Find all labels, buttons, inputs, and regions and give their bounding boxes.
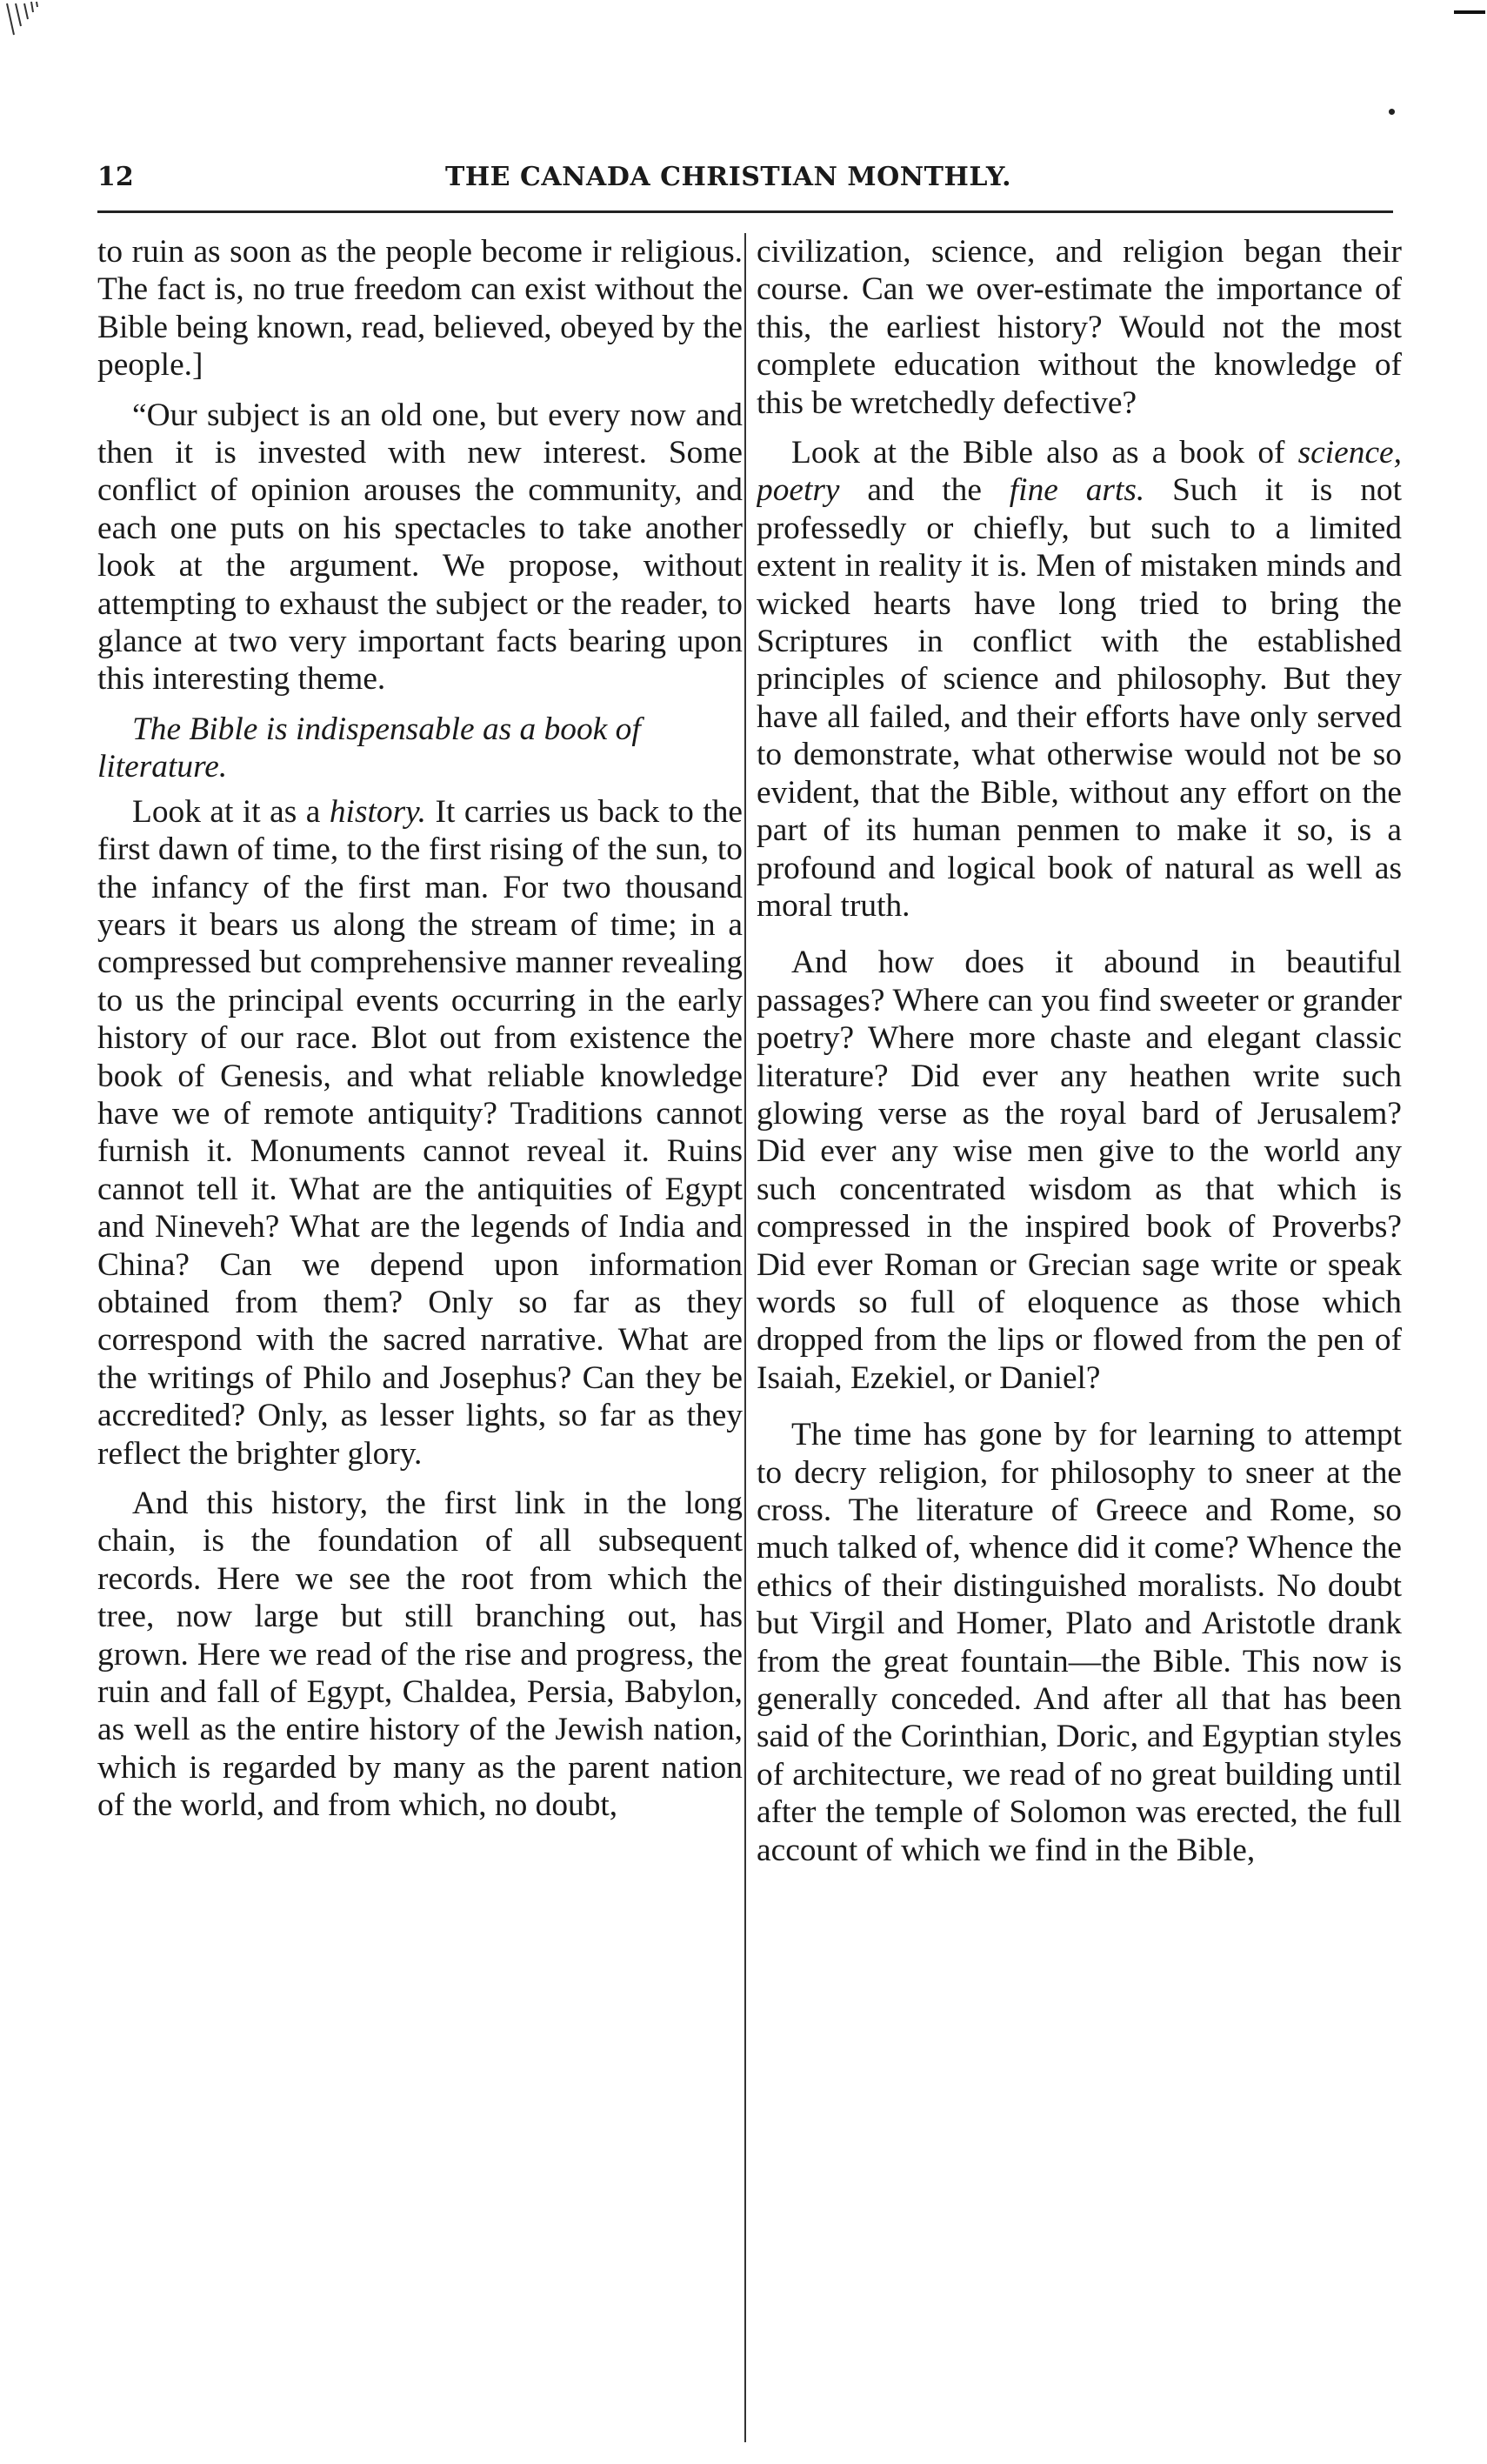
paragraph: And this history, the first link in the long chain, is the foundation of all subsequent records. Here we see the root from which the tree, now large but still branching out, has grown. Here we read of the rise and progress, the ruin and fall of Egypt, Chaldea, Persia, Babylon, as well as the entire history of the Jewish nation, which is regarded by many as the parent nation of the world, and from which, no doubt, (97, 1486, 743, 1824)
italic-run: history. (329, 793, 427, 830)
italic-run: science, poetry (757, 435, 1402, 509)
text-run: Such it is not professedly or chiefly, but such to a limited extent in reality it is. Men of mistaken minds and wicked hearts have long tried to bring the Scriptures in conflict with the established principles of science and philosophy. But they have all failed, and their efforts have only served to demonstrate, what otherwise would not be so evident, that the Bible, without any effort on the part of its human penmen to make it so, is a profound and logical book of natural as well as moral truth. (757, 472, 1402, 924)
text-run: Look at it as a (132, 793, 330, 830)
text-run: It carries us back to the first dawn of time, to the first rising of the sun, to the infancy of the first man. For two thousand years it bears us along the stream of time; in a compressed but comprehensive manner revealing to us the principal events occurring in the early history of our race. Blot out from existence the book of Genesis, and what reliable knowledge have we of remote antiquity? Traditions cannot furnish it. Monuments cannot reveal it. Ruins cannot tell it. What are the antiquities of Egypt and Nineveh? What are the legends of India and China? Can we depend upon information obtained from them? Only so far as they correspond with the sacred narrative. What are the writings of Philo and Josephus? Can they be accredited? Only, as lesser lights, so far as they reflect the brighter glory. (97, 793, 743, 1472)
header-rule (97, 210, 1393, 213)
paragraph: civilization, science, and religion began their course. Can we over-estimate the importance of this, the earliest history? Would not the most complete education without the knowledge of this be wretchedly defective? (757, 234, 1402, 421)
section-heading: The Bible is indispensable as a book of literature. (97, 711, 641, 785)
paragraph: The time has gone by for learning to attempt to decry religion, for philosophy to sneer at the cross. The literature of Greece and Rome, so much talked of, whence did it come? Whence the ethics of their distinguished moralists. No doubt but Virgil and Homer, Plato and Aristotle drank from the great fountain—the Bible. This now is generally conceded. And after all that has been said of the Corinthian, Doric, and Egyptian styles of architecture, we read of no great building until after the temple of Solomon was erected, the full account of which we find in the Bible, (757, 1417, 1402, 1868)
paragraph (757, 434, 1402, 925)
edge-mark (1454, 10, 1485, 14)
corner-scratch-mark (2, 0, 54, 52)
edge-dot (1389, 109, 1395, 115)
italic-run: fine arts. (1009, 472, 1145, 509)
paragraph: “Our subject is an old one, but every now and then it is invested with new interest. Some conflict of opinion arouses the community, and each one puts on his spectacles to take another look at the argument. We propose, without attempting to exhaust the subject or the reader, to glance at two very important facts bearing upon this interesting theme. (97, 397, 743, 698)
text-run: and the (839, 472, 1010, 509)
right-column (757, 233, 1402, 2442)
running-title: THE CANADA CHRISTIAN MONTHLY. (445, 162, 1012, 192)
paragraph (97, 793, 743, 1472)
page-header (97, 162, 1393, 202)
paragraph: to ruin as soon as the people become ir religious. The fact is, no true freedom can exist without the Bible being known, read, believed, obeyed by the people.] (97, 234, 743, 384)
page-number: 12 (97, 162, 134, 192)
column-rule (744, 233, 746, 2442)
paragraph: And how does it abound in beautiful passages? Where can you find sweeter or grander poetry? Where more chaste and elegant classic literature? Did ever any heathen write such glowing verse as the royal bard of Jerusalem? Did ever any wise men give to the world any such concentrated wisdom as that which is compressed in the inspired book of Proverbs? Did ever Roman or Grecian sage write or speak words so full of eloquence as those which dropped from the lips or flowed from the pen of Isaiah, Ezekiel, or Daniel? (757, 945, 1402, 1396)
left-column (97, 233, 743, 2442)
text-run: Look at the Bible also as a book of (791, 435, 1298, 471)
